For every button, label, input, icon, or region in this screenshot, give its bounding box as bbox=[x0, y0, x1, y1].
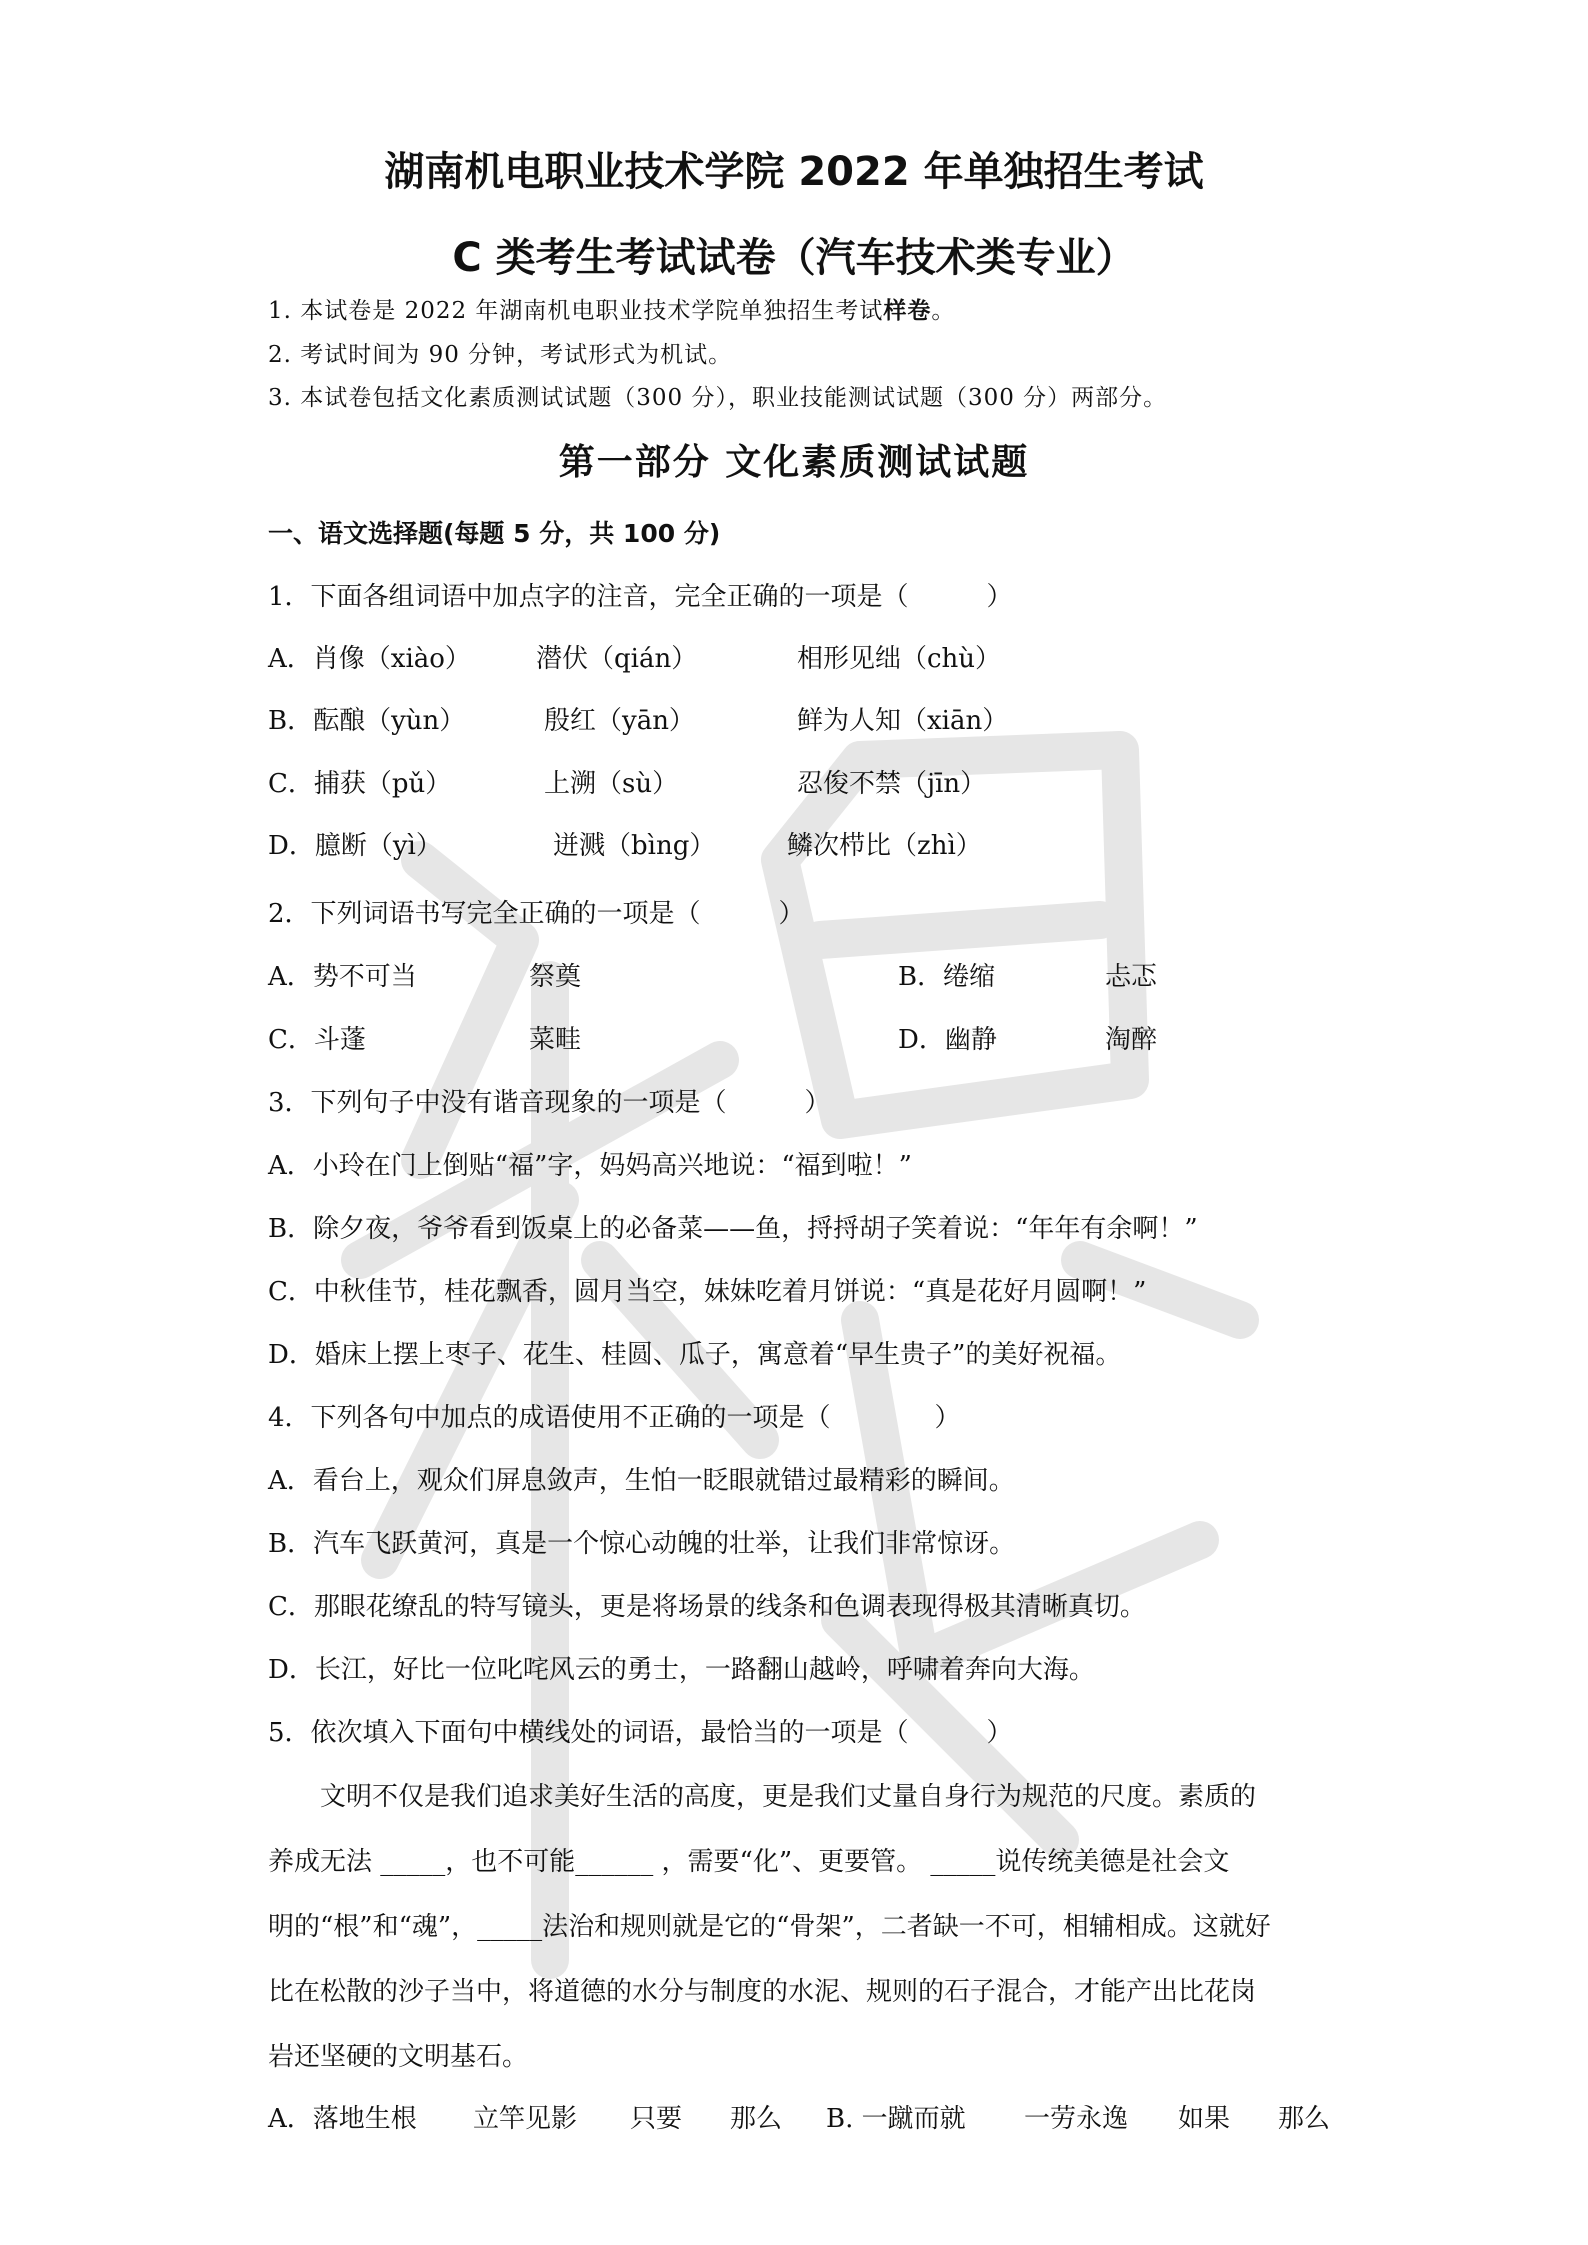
instruction-1-bold: 样卷 bbox=[883, 297, 932, 324]
q2-option-d-1: D．幽静 bbox=[898, 1025, 997, 1055]
q4-option-b: B．汽车飞跃黄河，真是一个惊心动魄的壮举，让我们非常惊讶。 bbox=[268, 1529, 1016, 1559]
q5-option-a-4: 那么 bbox=[730, 2104, 783, 2134]
question-2-stem: 2．下列词语书写完全正确的一项是（ ） bbox=[268, 899, 805, 929]
q1-option-a-3: 相形见绌（chù） bbox=[797, 644, 1002, 674]
q2-option-b-1: B．绻缩 bbox=[898, 962, 996, 992]
instruction-3: 3. 本试卷包括文化素质测试试题（300 分），职业技能测试试题（300 分）两部分。 bbox=[268, 385, 1168, 411]
q3-option-c: C．中秋佳节，桂花飘香，圆月当空，妹妹吃着月饼说：“真是花好月圆啊！” bbox=[268, 1277, 1147, 1307]
question-1-stem: 1．下面各组词语中加点字的注音，完全正确的一项是（ ） bbox=[268, 582, 1013, 612]
q2-option-b-2: 忐忑 bbox=[1105, 962, 1158, 992]
instruction-1 bbox=[268, 292, 955, 325]
instruction-1-text: 1. 本试卷是 2022 年湖南机电职业技术学院单独招生考试 bbox=[268, 298, 884, 324]
q5-passage-line2: 养成无法 _____，也不可能______ ，需要“化”、更要管。 _____说传统美德是社会文 bbox=[268, 1847, 1230, 1877]
question-5-stem: 5．依次填入下面句中横线处的词语，最恰当的一项是（ ） bbox=[268, 1718, 1013, 1748]
q3-option-b: B．除夕夜，爷爷看到饭桌上的必备菜——鱼，捋捋胡子笑着说：“年年有余啊！” bbox=[268, 1214, 1198, 1244]
instruction-1-suffix: 。 bbox=[931, 298, 956, 324]
q1-option-a-2: 潜伏（qián） bbox=[536, 644, 698, 674]
q1-option-c-3: 忍俊不禁（jīn） bbox=[797, 769, 987, 799]
q4-option-a: A．看台上，观众们屏息敛声，生怕一眨眼就错过最精彩的瞬间。 bbox=[268, 1466, 1015, 1496]
instruction-2: 2. 考试时间为 90 分钟，考试形式为机试。 bbox=[268, 342, 733, 368]
q1-option-c-1: C．捕获（pǔ） bbox=[268, 769, 452, 799]
q5-option-a-1: A．落地生根 bbox=[268, 2104, 417, 2134]
question-4-stem: 4．下列各句中加点的成语使用不正确的一项是（ ） bbox=[268, 1403, 961, 1433]
q1-option-d-2: 迸溅（bìng） bbox=[553, 831, 716, 861]
q2-option-a-1: A．势不可当 bbox=[268, 962, 417, 992]
q5-option-a-3: 只要 bbox=[630, 2104, 683, 2134]
q1-option-a-1: A．肖像（xiào） bbox=[268, 644, 471, 674]
q2-option-c-1: C．斗蓬 bbox=[268, 1025, 366, 1055]
q2-option-c-2: 菜畦 bbox=[529, 1025, 582, 1055]
q5-option-b-3: 如果 bbox=[1178, 2104, 1231, 2134]
q5-passage-line3: 明的“根”和“魂”，_____法治和规则就是它的“骨架”，二者缺一不可，相辅相成。这就好 bbox=[268, 1912, 1271, 1942]
q5-option-b-2: 一劳永逸 bbox=[1024, 2104, 1129, 2134]
question-3-stem: 3．下列句子中没有谐音现象的一项是（ ） bbox=[268, 1088, 831, 1118]
q1-option-b-3: 鲜为人知（xiān） bbox=[797, 706, 1009, 736]
q1-option-b-2: 殷红（yān） bbox=[544, 706, 695, 736]
q2-option-d-2: 淘醉 bbox=[1105, 1025, 1158, 1055]
q1-option-b-1: B．酝酿（yùn） bbox=[268, 706, 466, 736]
paper-title-line2: C 类考生考试试卷（汽车技术类专业） bbox=[452, 235, 1136, 281]
q5-option-b-4: 那么 bbox=[1278, 2104, 1331, 2134]
q5-passage-line5: 岩还坚硬的文明基石。 bbox=[268, 2042, 529, 2072]
q1-option-d-3: 鳞次栉比（zhì） bbox=[787, 831, 982, 861]
q3-option-a: A．小玲在门上倒贴“福”字，妈妈高兴地说：“福到啦！” bbox=[268, 1151, 912, 1181]
q1-option-c-2: 上溯（sù） bbox=[544, 769, 679, 799]
q5-passage-line4: 比在松散的沙子当中，将道德的水分与制度的水泥、规则的石子混合，才能产出比花岗 bbox=[268, 1977, 1257, 2007]
q4-option-c: C．那眼花缭乱的特写镜头，更是将场景的线条和色调表现得极其清晰真切。 bbox=[268, 1592, 1146, 1622]
q5-option-a-2: 立竿见影 bbox=[473, 2104, 578, 2134]
part-title: 第一部分 文化素质测试试题 bbox=[558, 441, 1030, 483]
q5-passage-line1: 文明不仅是我们追求美好生活的高度，更是我们丈量自身行为规范的尺度。素质的 bbox=[268, 1782, 1257, 1812]
q4-option-d: D．长江，好比一位叱咤风云的勇士，一路翻山越岭，呼啸着奔向大海。 bbox=[268, 1655, 1095, 1685]
paper-title-line1: 湖南机电职业技术学院 2022 年单独招生考试 bbox=[384, 149, 1204, 195]
q2-option-a-2: 祭奠 bbox=[529, 962, 582, 992]
q5-option-b-1: B. 一蹴而就 bbox=[826, 2104, 966, 2134]
section-title: 一、语文选择题(每题 5 分，共 100 分) bbox=[268, 519, 721, 548]
q3-option-d: D．婚床上摆上枣子、花生、桂圆、瓜子，寓意着“早生贵子”的美好祝福。 bbox=[268, 1340, 1122, 1370]
q1-option-d-1: D．臆断（yì） bbox=[268, 831, 442, 861]
